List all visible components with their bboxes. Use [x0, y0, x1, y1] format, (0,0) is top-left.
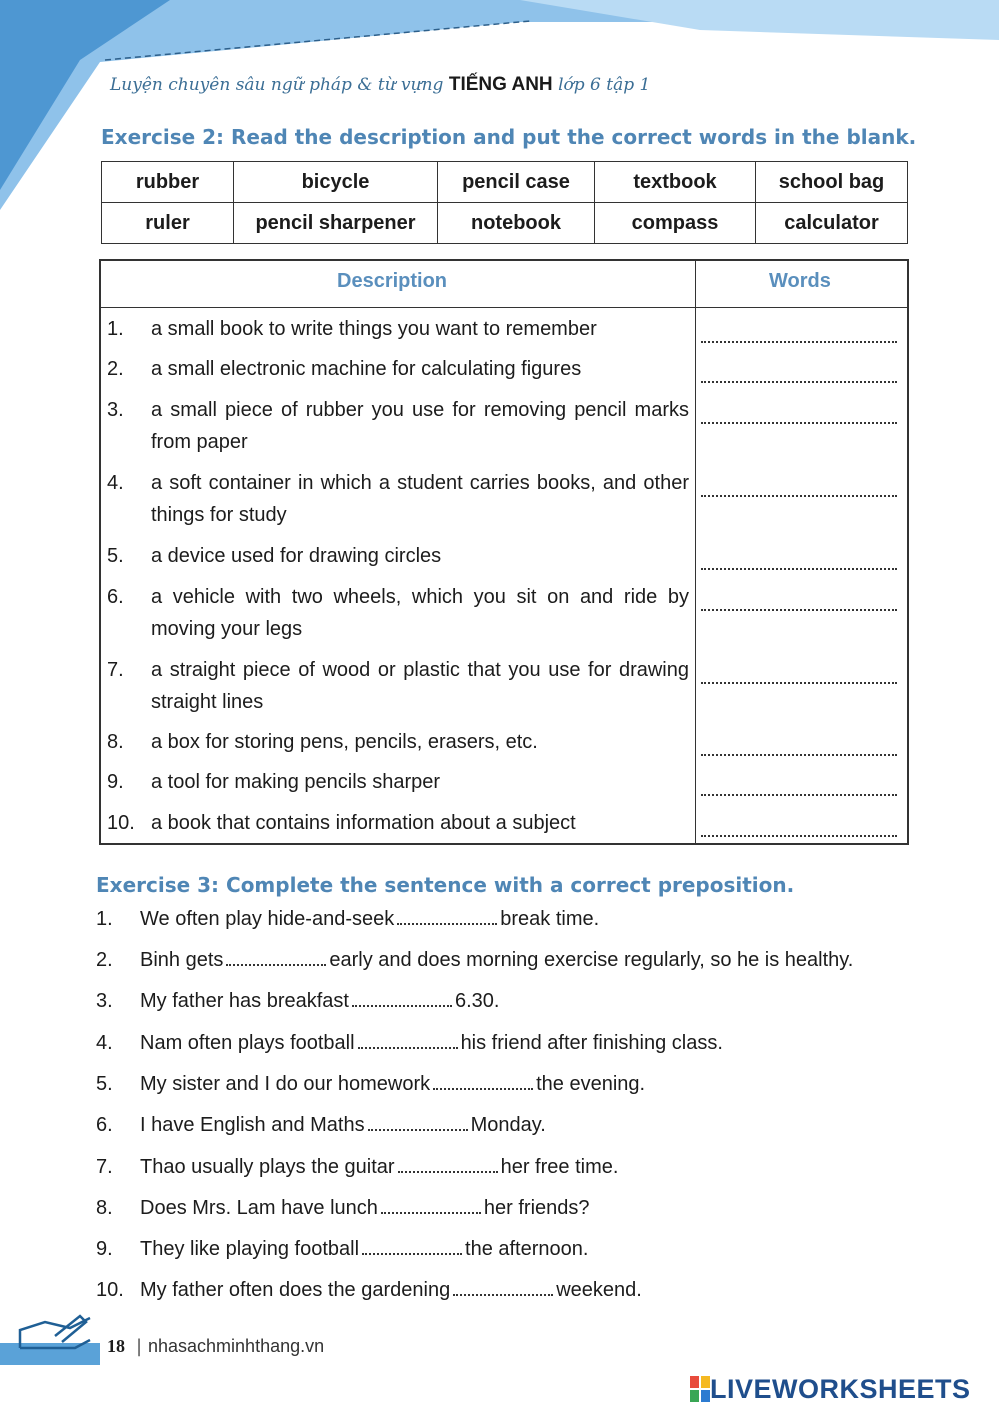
word-box-row [102, 203, 908, 244]
answer-blank[interactable] [701, 371, 897, 383]
sentence-end: weekend. [556, 1279, 642, 1301]
sentence [140, 1073, 645, 1096]
answer-blank[interactable] [701, 784, 897, 796]
answer-blank[interactable] [226, 950, 326, 966]
sentence-start: Does Mrs. Lam have lunch [140, 1197, 378, 1219]
item-description: a small electronic machine for calculating figures [151, 358, 582, 380]
item-number: 6. [96, 1114, 113, 1136]
item-description: a tool for making pencils sharper [151, 771, 441, 793]
sentence-end: 6.30. [454, 990, 500, 1012]
sentence-end: Monday. [470, 1114, 546, 1136]
sentence-end: the afternoon. [465, 1238, 589, 1260]
sentence [140, 908, 599, 931]
answer-blank[interactable] [701, 485, 897, 497]
sentence-start: My father has breakfast [140, 990, 349, 1012]
item-description: a small book to write things you want to remember [151, 318, 597, 340]
item-description: a vehicle with two wheels, which you sit on and ride by moving your legs [151, 586, 689, 640]
answer-blank[interactable] [701, 599, 897, 611]
item-number: 2. [96, 949, 113, 971]
item-number: 4. [96, 1032, 113, 1054]
liveworksheets-icon [690, 1376, 710, 1402]
description-table [99, 259, 909, 845]
word-box-cell: textbook [595, 162, 756, 203]
word-box-row [102, 162, 908, 203]
item-number: 7. [107, 659, 124, 681]
answer-blank[interactable] [453, 1280, 553, 1296]
sentence-end: her free time. [500, 1156, 619, 1178]
word-box-cell: rubber [102, 162, 234, 203]
item-description: a box for storing pens, pencils, erasers, etc. [151, 731, 538, 753]
answer-blank[interactable] [701, 825, 897, 837]
sentence [140, 990, 499, 1013]
answer-blank[interactable] [701, 331, 897, 343]
book-title-prefix: Luyện chuyên sâu ngữ pháp & từ vựng [110, 75, 444, 95]
item-number: 3. [107, 399, 124, 421]
item-number: 3. [96, 990, 113, 1012]
answer-blank[interactable] [362, 1239, 462, 1255]
item-number: 9. [107, 771, 124, 793]
sentence [140, 949, 853, 972]
book-title [110, 74, 650, 96]
answer-blank[interactable] [397, 909, 497, 925]
sentence-end: the evening. [536, 1073, 646, 1095]
answer-blank[interactable] [433, 1074, 533, 1090]
item-number: 7. [96, 1156, 113, 1178]
item-description: a book that contains information about a subject [151, 812, 576, 834]
item-number: 8. [107, 731, 124, 753]
sentence-end: his friend after finishing class. [460, 1032, 723, 1054]
sentence-start: Thao usually plays the guitar [140, 1156, 395, 1178]
sentence-start: My father often does the gardening [140, 1279, 451, 1301]
word-box-cell: ruler [102, 203, 234, 244]
item-description: a small piece of rubber you use for removing pencil marks from paper [151, 399, 689, 453]
answer-blank[interactable] [701, 558, 897, 570]
sentence-start: They like playing football [140, 1238, 360, 1260]
column-divider [695, 261, 696, 843]
answer-blank[interactable] [381, 1198, 481, 1214]
item-number: 5. [96, 1073, 113, 1095]
words-header: Words [769, 270, 831, 292]
exercise2-heading: Exercise 2: Read the description and put the correct words in the blank. [101, 125, 917, 149]
word-box [101, 161, 908, 244]
item-number: 9. [96, 1238, 113, 1260]
item-number: 8. [96, 1197, 113, 1219]
website-link[interactable]: nhasachminhthang.vn [148, 1336, 325, 1356]
sentence-end: break time. [500, 908, 600, 930]
description-header: Description [337, 270, 448, 292]
answer-blank[interactable] [398, 1157, 498, 1173]
brand-name: LIVEWORKSHEETS [710, 1373, 971, 1404]
answer-blank[interactable] [368, 1115, 468, 1131]
book-title-bold: TIẾNG ANH [448, 74, 553, 95]
word-box-cell: pencil sharpener [234, 203, 438, 244]
sentence-start: I have English and Maths [140, 1114, 365, 1136]
sentence-start: We often play hide-and-seek [140, 908, 395, 930]
sentence-end: early and does morning exercise regularly, so he is healthy. [329, 949, 854, 971]
answer-blank[interactable] [358, 1033, 458, 1049]
item-number: 4. [107, 472, 124, 494]
item-number: 2. [107, 358, 124, 380]
item-number: 6. [107, 586, 124, 608]
answer-blank[interactable] [701, 412, 897, 424]
sentence-end: her friends? [483, 1197, 590, 1219]
item-number: 10. [107, 812, 135, 834]
page-number: 18 [107, 1336, 125, 1356]
item-description: a soft container in which a student carries books, and other things for study [151, 472, 689, 526]
item-number: 1. [96, 908, 113, 930]
word-box-cell: notebook [438, 203, 595, 244]
sentence-start: Nam often plays football [140, 1032, 355, 1054]
item-description: a straight piece of wood or plastic that you use for drawing straight lines [151, 659, 689, 713]
answer-blank[interactable] [701, 744, 897, 756]
item-description: a device used for drawing circles [151, 545, 442, 567]
answer-blank[interactable] [701, 672, 897, 684]
sentence [140, 1238, 588, 1261]
sentence [140, 1279, 642, 1302]
word-box-cell: pencil case [438, 162, 595, 203]
sentence [140, 1114, 546, 1137]
item-number: 1. [107, 318, 124, 340]
word-box-cell: bicycle [234, 162, 438, 203]
word-box-cell: calculator [756, 203, 908, 244]
exercise3-heading: Exercise 3: Complete the sentence with a correct preposition. [96, 873, 795, 897]
footer-separator: | [136, 1336, 143, 1357]
sentence [140, 1032, 723, 1055]
word-box-cell: school bag [756, 162, 908, 203]
answer-blank[interactable] [352, 991, 452, 1007]
item-number: 5. [107, 545, 124, 567]
book-title-suffix: lớp 6 tập 1 [558, 75, 651, 95]
sentence [140, 1197, 590, 1220]
word-box-cell: compass [595, 203, 756, 244]
sentence-start: Binh gets [140, 949, 224, 971]
item-number: 10. [96, 1279, 124, 1301]
sentence-start: My sister and I do our homework [140, 1073, 431, 1095]
sentence [140, 1156, 618, 1179]
liveworksheets-logo[interactable] [690, 1372, 971, 1406]
